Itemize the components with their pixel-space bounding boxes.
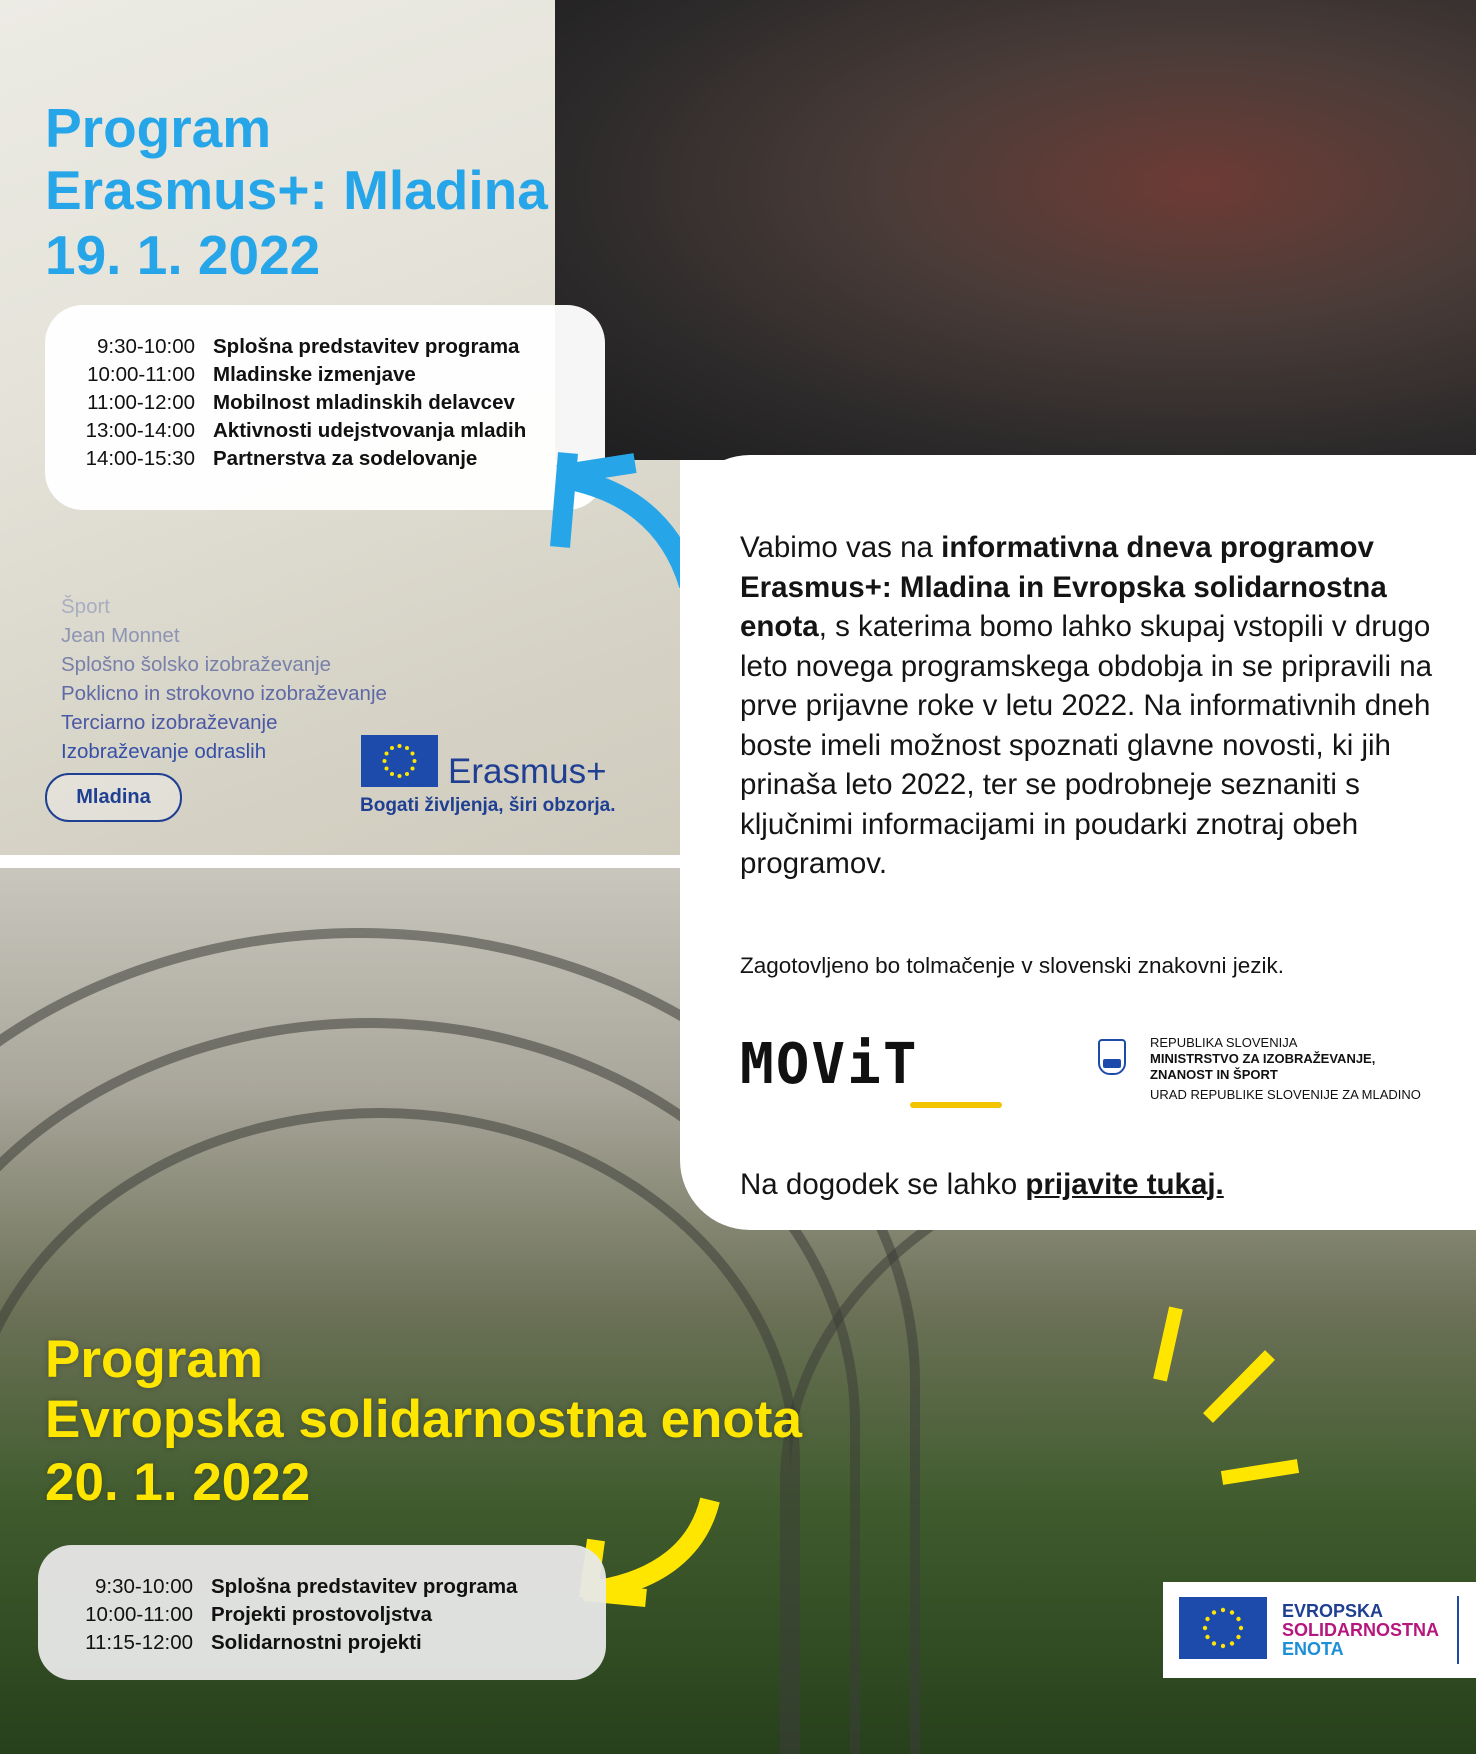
esc-date: 20. 1. 2022 (45, 1452, 311, 1512)
register-text: Na dogodek se lahko (740, 1168, 1026, 1201)
program-list-item: Jean Monnet (61, 624, 180, 647)
schedule-row (45, 447, 477, 471)
schedule-row (38, 1603, 432, 1627)
program-list-item: Šport (61, 595, 110, 618)
esc-wordmark (1282, 1602, 1439, 1659)
schedule-time: 10:00-11:00 (87, 363, 195, 386)
esc-schedule-card (38, 1545, 606, 1680)
esc-title-line2: Evropska solidarnostna enota (45, 1389, 802, 1449)
program-list-item: Izobraževanje odraslih (61, 740, 267, 763)
esc-logo (1163, 1582, 1476, 1678)
intro-bold: informativna dneva programov Erasmus+: Mladina in Evropska solidarnostna enota (740, 531, 1387, 643)
schedule-row (45, 335, 519, 359)
youth-badge: Mladina (45, 773, 182, 822)
youth-schedule-card (45, 305, 605, 510)
schedule-title: Splošna predstavitev programa (213, 335, 520, 358)
esc-divider (1457, 1596, 1459, 1664)
eu-flag-icon (361, 735, 438, 787)
movit-wordmark: MOViT (740, 1032, 919, 1097)
schedule-title: Aktivnosti udejstvovanja mladih (213, 419, 527, 442)
schedule-row (45, 363, 416, 387)
esc-line: SOLIDARNOSTNA (1282, 1620, 1439, 1640)
ministry-line: MINISTRSTVO ZA IZOBRAŽEVANJE, (1150, 1051, 1376, 1066)
youth-title-line1: Program (45, 97, 272, 159)
eu-flag-icon (1179, 1597, 1267, 1659)
ministry-line: ZNANOST IN ŠPORT (1150, 1067, 1278, 1082)
schedule-title: Partnerstva za sodelovanje (213, 447, 478, 470)
esc-title-line1: Program (45, 1330, 263, 1389)
register-line (740, 1168, 1224, 1202)
program-list-item: Splošno šolsko izobraževanje (61, 653, 332, 676)
schedule-time: 14:00-15:30 (85, 447, 195, 470)
ministry-line: REPUBLIKA SLOVENIJA (1150, 1035, 1298, 1050)
interpretation-note: Zagotovljeno bo tolmačenje v slovenski znakovni jezik. (740, 953, 1285, 978)
schedule-title: Splošna predstavitev programa (211, 1575, 518, 1598)
program-list-item: Terciarno izobraževanje (61, 711, 278, 734)
movit-underline (910, 1102, 1002, 1108)
intro-paragraph (740, 528, 1440, 884)
schedule-time: 9:30-10:00 (94, 1575, 193, 1598)
schedule-row (45, 419, 526, 443)
slovenia-crest-icon (1098, 1039, 1126, 1075)
esc-line: ENOTA (1282, 1639, 1344, 1659)
schedule-time: 11:15-12:00 (85, 1631, 193, 1654)
schedule-row (38, 1631, 422, 1655)
register-link[interactable]: prijavite tukaj. (1025, 1168, 1224, 1201)
ministry-text (1150, 1035, 1421, 1103)
intro-rest: , s katerima bomo lahko skupaj vstopili v drugo leto novega programskega obdobja in se pripravili na prve prijavne roke v letu 2022. Na informativnih dneh boste imeli možnost spoznati glavne novosti, ki jih prinaša leto 2022, ter se podrobneje seznaniti s ključnimi informacijami in poudarki znotraj obeh programov. (740, 610, 1433, 880)
yellow-rays-icon (1140, 1300, 1300, 1510)
schedule-title: Solidarnostni projekti (211, 1631, 422, 1654)
program-list-item: Poklicno in strokovno izobraževanje (61, 682, 387, 705)
erasmus-wordmark: Erasmus+ (448, 752, 607, 791)
protest-photo (555, 0, 1476, 460)
ministry-line: URAD REPUBLIKE SLOVENIJE ZA MLADINO (1150, 1087, 1421, 1102)
schedule-title: Projekti prostovoljstva (211, 1603, 433, 1626)
movit-logo (740, 1032, 1005, 1112)
erasmus-program-list (61, 592, 387, 766)
intro-start: Vabimo vas na (740, 531, 942, 564)
schedule-row (38, 1575, 517, 1599)
white-divider (0, 855, 680, 868)
schedule-time: 11:00-12:00 (87, 391, 195, 414)
youth-title-line2: Erasmus+: Mladina (45, 159, 548, 222)
schedule-time: 10:00-11:00 (85, 1603, 193, 1626)
schedule-time: 13:00-14:00 (85, 419, 195, 442)
youth-program-title (45, 97, 548, 286)
schedule-title: Mobilnost mladinskih delavcev (213, 391, 515, 414)
youth-date: 19. 1. 2022 (45, 224, 321, 287)
erasmus-tagline: Bogati življenja, širi obzorja. (360, 795, 616, 816)
schedule-row (45, 391, 515, 415)
schedule-time: 9:30-10:00 (96, 335, 195, 358)
esc-line: EVROPSKA (1282, 1601, 1384, 1621)
schedule-title: Mladinske izmenjave (213, 363, 416, 386)
